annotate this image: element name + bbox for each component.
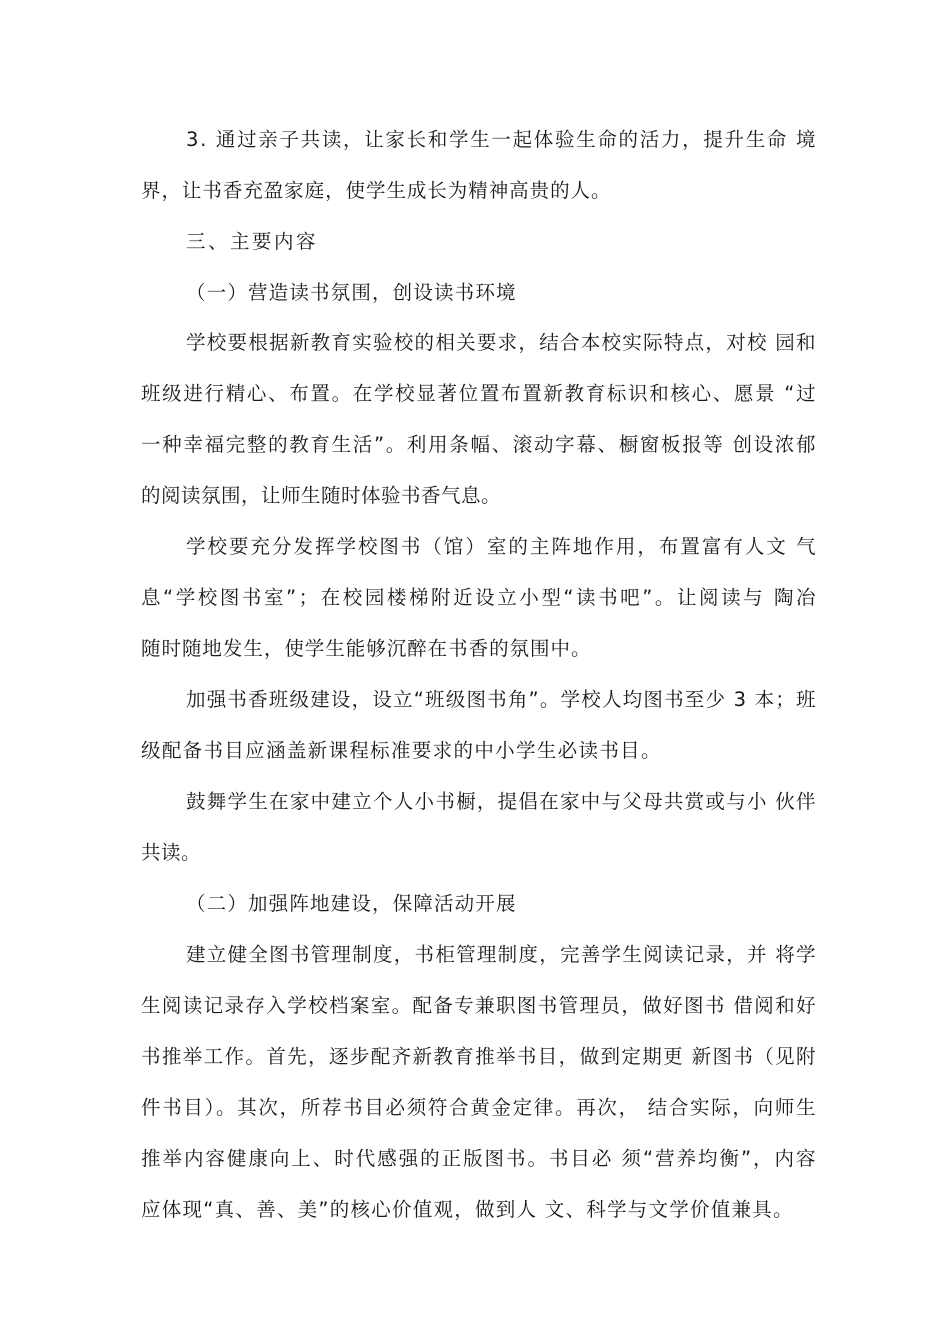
subsection-heading-1: （一）营造读书氛围，创设读书环境 [186, 281, 517, 304]
paragraph-library-line-2: 息“学校图书室”；在校园楼梯附近设立小型“读书吧”。让阅读与 陶冶 [141, 586, 819, 609]
paragraph-management-line-2: 生阅读记录存入学校档案室。配备专兼职图书管理员，做好图书 借阅和好 [141, 994, 817, 1017]
paragraph-management-line-4: 件书目）。其次，所荐书目必须符合黄金定律。再次， 结合实际，向师生 [141, 1096, 818, 1119]
paragraph-class-corner-line-1: 加强书香班级建设，设立“班级图书角”。学校人均图书至少 3 本；班 [186, 688, 817, 711]
paragraph-library-line-3: 随时随地发生，使学生能够沉醉在书香的氛围中。 [141, 637, 592, 660]
paragraph-goal-3-line-2: 界，让书香充盈家庭，使学生成长为精神高贵的人。 [141, 179, 612, 202]
section-heading-main-content: 三、主要内容 [186, 230, 318, 253]
subsection-heading-2: （二）加强阵地建设，保障活动开展 [186, 892, 517, 915]
paragraph-goal-3-line-1: 3. 通过亲子共读，让家长和学生一起体验生命的活力，提升生命 境 [186, 128, 818, 151]
paragraph-home-line-1: 鼓舞学生在家中建立个人小书橱，提倡在家中与父母共赏或与小 伙伴 [186, 790, 817, 813]
paragraph-management-line-3: 书推举工作。首先，逐步配齐新教育推举书目，做到定期更 新图书（见附 [141, 1045, 817, 1068]
paragraph-management-line-5: 推举内容健康向上、时代感强的正版图书。书目必 须“营养均衡”，内容 [141, 1147, 818, 1170]
paragraph-library-line-1: 学校要充分发挥学校图书（馆）室的主阵地作用，布置富有人文 气 [186, 535, 818, 558]
paragraph-class-corner-line-2: 级配备书目应涵盖新课程标准要求的中小学生必读书目。 [141, 739, 662, 762]
paragraph-home-line-2: 共读。 [141, 841, 201, 864]
paragraph-campus-line-1: 学校要根据新教育实验校的相关要求，结合本校实际特点，对校 园和 [186, 331, 817, 354]
paragraph-management-line-1: 建立健全图书管理制度，书柜管理制度，完善学生阅读记录，并 将学 [186, 943, 817, 966]
paragraph-management-line-6: 应体现“真、善、美”的核心价值观，做到人 文、科学与文学价值兼具。 [141, 1198, 794, 1221]
paragraph-campus-line-2: 班级进行精心、布置。在学校显著位置布置新教育标识和核心、愿景 “过 [141, 382, 818, 405]
paragraph-campus-line-4: 的阅读氛围，让师生随时体验书香气息。 [141, 484, 501, 507]
paragraph-campus-line-3: 一种幸福完整的教育生活”。利用条幅、滚动字幕、橱窗板报等 创设浓郁 [141, 433, 818, 456]
